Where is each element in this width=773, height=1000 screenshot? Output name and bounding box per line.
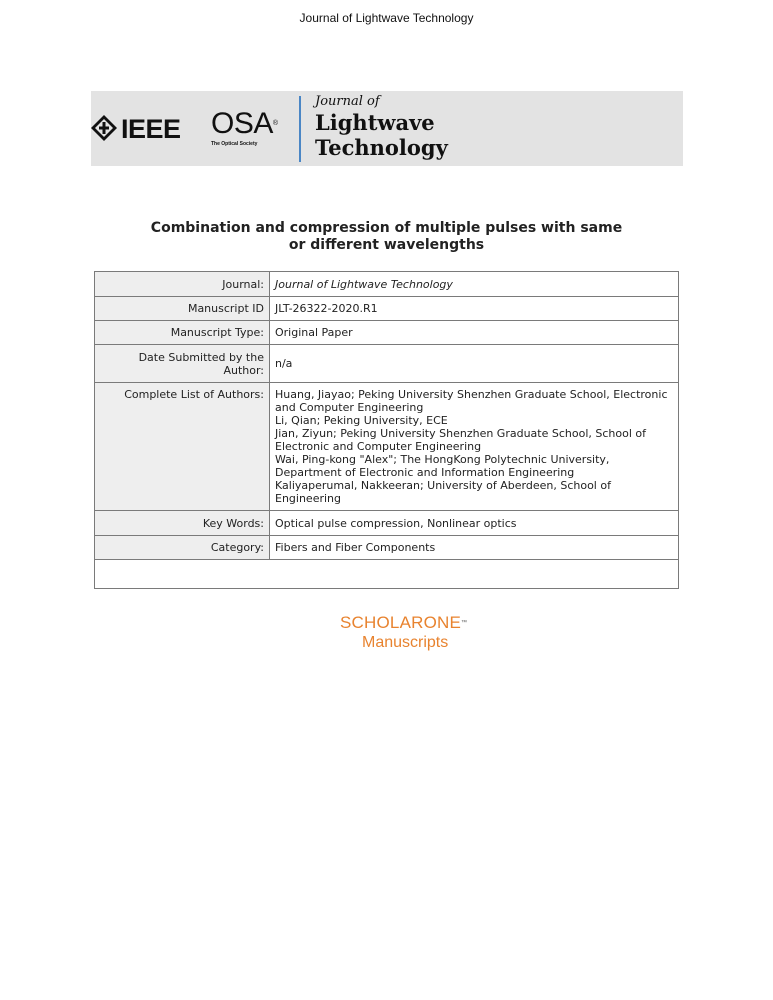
category-value: Fibers and Fiber Components: [270, 536, 679, 560]
author-line: Engineering: [275, 492, 341, 505]
manuscript-type-value: Original Paper: [270, 321, 679, 345]
manuscript-details-table: [94, 271, 679, 589]
osa-logo: [211, 109, 291, 151]
empty-cell: [95, 560, 679, 589]
paper-title-line1: Combination and compression of multiple pulses with same: [150, 220, 623, 236]
author-line: Wai, Ping-kong "Alex"; The HongKong Polytechnic University,: [275, 453, 610, 466]
keywords-label: Key Words:: [95, 511, 270, 536]
jlt-logo: [315, 94, 495, 164]
banner-divider: [299, 96, 301, 162]
keywords-value: Optical pulse compression, Nonlinear optics: [270, 511, 679, 536]
manuscripts-wordmark: Manuscripts: [362, 634, 449, 651]
osa-wordmark: OSA: [211, 107, 273, 140]
date-submitted-label: Date Submitted by the Author:: [95, 345, 270, 383]
jlt-technology: Technology: [315, 135, 448, 160]
table-row-manuscript-type: [95, 321, 679, 345]
date-submitted-value: n/a: [270, 345, 679, 383]
ieee-diamond-icon: [91, 115, 117, 141]
journal-label: Journal:: [95, 272, 270, 297]
authors-label: Complete List of Authors:: [95, 383, 270, 511]
scholarone-tm: ™: [461, 620, 468, 626]
table-row-journal: [95, 272, 679, 297]
jlt-lightwave: Lightwave: [315, 110, 435, 135]
table-row-date-submitted: [95, 345, 679, 383]
table-row-empty: [95, 560, 679, 589]
table-row-manuscript-id: [95, 297, 679, 321]
osa-subtitle: The Optical Society: [211, 141, 258, 147]
authors-value: [270, 383, 679, 511]
paper-title: [100, 220, 673, 254]
author-line: and Computer Engineering: [275, 401, 424, 414]
ieee-logo: [91, 113, 191, 145]
author-line: Jian, Ziyun; Peking University Shenzhen Graduate School, School of: [275, 427, 646, 440]
author-line: Kaliyaperumal, Nakkeeran; University of Aberdeen, School of: [275, 479, 611, 492]
manuscript-type-label: Manuscript Type:: [95, 321, 270, 345]
journal-value: Journal of Lightwave Technology: [270, 272, 679, 297]
category-label: Category:: [95, 536, 270, 560]
manuscript-id-label: Manuscript ID: [95, 297, 270, 321]
author-line: Li, Qian; Peking University, ECE: [275, 414, 448, 427]
table-row-authors: [95, 383, 679, 511]
author-line: Electronic and Computer Engineering: [275, 440, 482, 453]
running-head: Journal of Lightwave Technology: [299, 11, 474, 25]
table-row-category: [95, 536, 679, 560]
osa-trademark: ®: [272, 120, 278, 127]
author-line: Huang, Jiayao; Peking University Shenzhen Graduate School, Electronic: [275, 388, 668, 401]
ieee-wordmark: IEEE: [121, 114, 181, 144]
author-line: Department of Electronic and Information Engineering: [275, 466, 575, 479]
paper-title-line2: or different wavelengths: [288, 237, 485, 253]
scholarone-wordmark: SCHOLARONE: [340, 613, 462, 632]
jlt-journal-of: Journal of: [315, 94, 380, 109]
manuscript-id-value: JLT-26322-2020.R1: [270, 297, 679, 321]
scholarone-logo: [340, 613, 480, 655]
table-row-keywords: [95, 511, 679, 536]
